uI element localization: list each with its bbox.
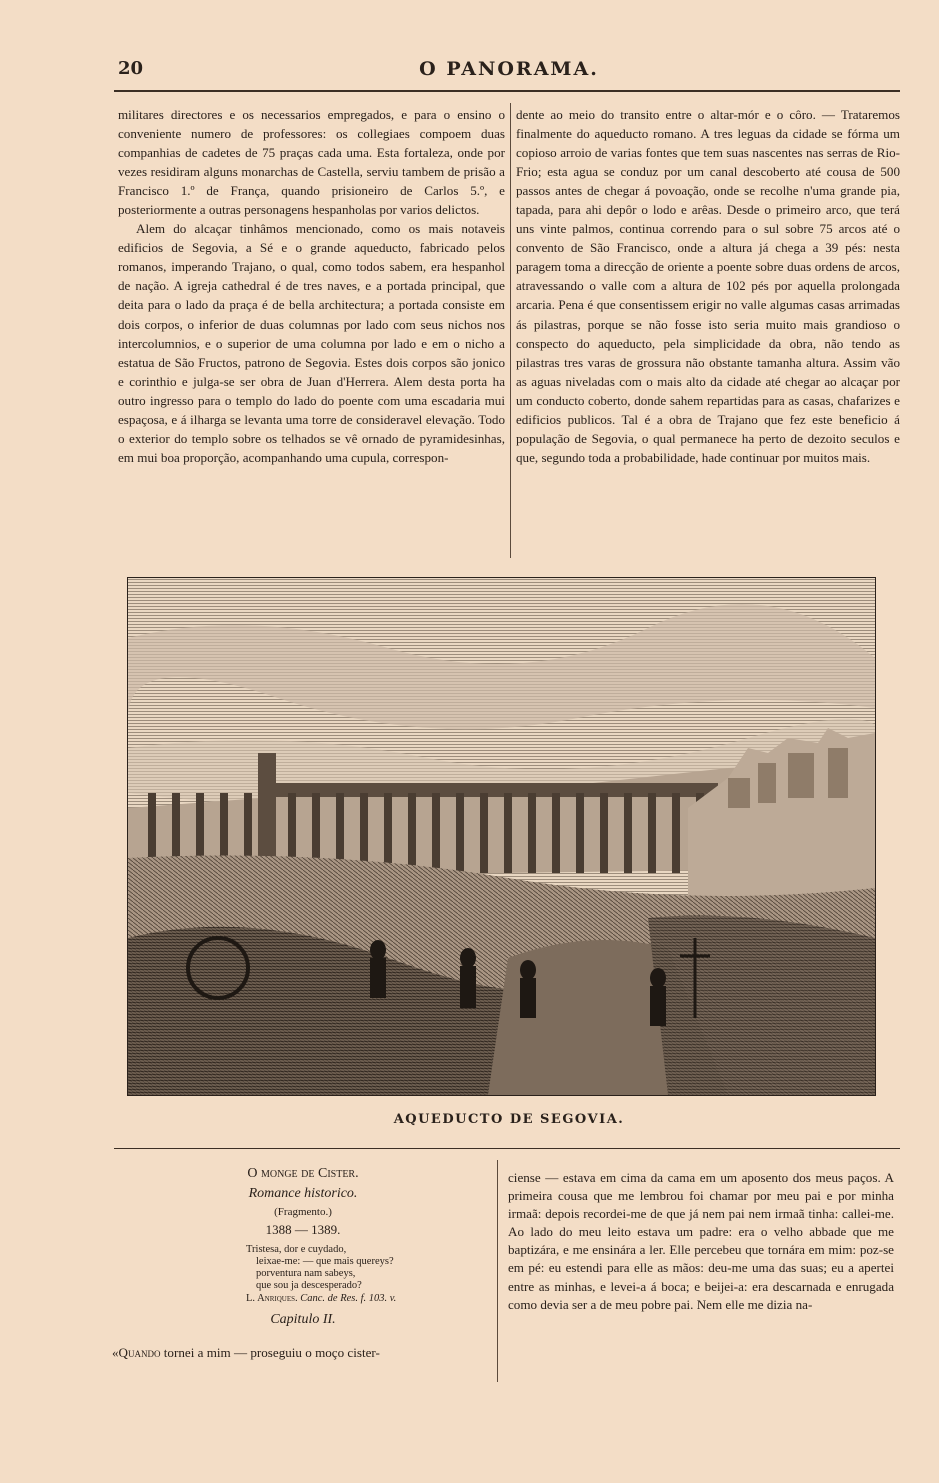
section-rule	[114, 1148, 900, 1149]
story-fragment-note: (Fragmento.)	[274, 1206, 332, 1218]
running-header	[118, 58, 900, 86]
first-line-text: tornei a mim — proseguiu o moço cister-	[160, 1345, 380, 1360]
header-rule	[114, 90, 900, 92]
article-column-left	[118, 105, 505, 467]
figure-caption: AQUEDUCTO DE SEGOVIA.	[393, 1112, 625, 1127]
chapter-heading: Capitulo II.	[270, 1312, 336, 1327]
publication-title: O PANORAMA.	[419, 58, 599, 80]
story-title: O monge de Cister.	[247, 1166, 359, 1181]
story-subtitle: Romance historico.	[248, 1186, 358, 1201]
story-first-line	[112, 1345, 492, 1361]
epigraph-line: que sou ja descesperado?	[256, 1280, 362, 1291]
open-quote: «	[112, 1345, 119, 1360]
aqueduct-engraving	[127, 577, 876, 1096]
epigraph-line: porventura nam sabeys,	[256, 1268, 356, 1279]
epigraph-author: L. Anriques.	[246, 1293, 298, 1304]
column-divider	[497, 1160, 498, 1382]
engraving-illustration	[128, 578, 875, 1095]
paragraph: ciense — estava em cima da cama em um aposento dos meus paços. A primeira cousa que me lembrou foi chamar por meu pai e por minha irmaã: depois recordei-me de que já nem pai nem irmaã tinha: callei-me. Ao lado do meu leito estava um padre: era o velho abbade que me baptizára, e me ensinára a ler. Elle percebeu que tornára em mim: poz-se em pé: eu estendi para elle as mãos: deu-me uma das suas; eu a apertei entre as minhas, e levei-a á boca; e beijei-a: era descarnada e enrugada como devia ser a de meu pobre pai. Nem elle me dizia na-	[508, 1170, 894, 1312]
article-column-right	[516, 105, 900, 467]
story-column-right	[508, 1169, 894, 1314]
drop-word: Quando	[118, 1345, 161, 1360]
epigraph	[246, 1244, 486, 1305]
paragraph: Alem do alcaçar tinhâmos mencionado, como os mais notaveis edificios de Segovia, a Sé e o grande aqueducto, fabricado pelos romanos, imperando Trajano, o qual, como todos sabem, era hespanhol de nação. A igreja cathedral é de tres naves, e a portada principal, que deita para o lado da praça é de bella architectura; a portada consiste em dois corpos, o inferior de duas columnas por lado com seus nichos nos intercolumnios, e o superior de uma columna por lado e em o nicho a estatua de São Fructos, patrono de Segovia. Estes dois corpos são jonico e corinthio e julga-se ser obra de Juan d'Herrera. Alem desta porta ha outro ingresso para o templo do lado do poente com uma escadaria mui espaçosa, e á ilharga se levanta uma torre de consideravel elevação. Todo o exterior do templo sobre os telhados se vê ornado de pyramidesinhas, em mui boa proporção, acompanhando uma cupula, correspon-	[118, 221, 505, 465]
epigraph-line: leixae-me: — que mais quereys?	[256, 1256, 394, 1267]
epigraph-source	[246, 1293, 486, 1305]
epigraph-line: Tristesa, dor e cuydado,	[246, 1244, 347, 1255]
paragraph: dente ao meio do transito entre o altar-mór e o côro. — Trataremos finalmente do aqueducto romano. A tres leguas da cidade se fórma um copioso arroio de varias fontes que tem suas nascentes nas serras de Rio-Frio; esta agua se conduz por um canal descoberto até cousa de 500 passos antes de chegar á povoação, onde se recolhe n'uma grande pia, tapada, para ahi depôr o lodo e arêas. Desde o primeiro arco, que terá uns vinte palmos, continua correndo para o sul sobre 75 arcos até o convento de São Francisco, onde a altura já chega a 39 pés: nesta paragem toma a direcção de oriente a poente sobre duas ordens de arcos, atravessando o valle com a altura de 102 pés por aquella prolongada arcaria. Pena é que consentissem erigir no valle algumas casas arrimadas ás pilastras, porque se não fosse isto seria muito mais grandioso o conspecto do aqueducto, pela simplicidade da obra, não tendo as pilastras tres varas de grossura não obstante tamanha altura. Assim vão as aguas niveladas com o mais alto da cidade até chegar ao alcaçar por um conducto coberto, donde sahem repartidas para as casas, chafarizes e edificios publicos. Tal é a obra de Trajano que fez este beneficio á população de Segovia, o qual permanece ha perto de dezoito seculos e que, segundo toda a probabilidade, hade continuar por muitos mais.	[516, 107, 900, 465]
column-divider	[510, 103, 511, 558]
page-number: 20	[118, 58, 144, 79]
paragraph: militares directores e os necessarios empregados, e para o ensino o conveniente numero de professores: os collegiaes compoem duas companhias de cadetes de 75 praças cada uma. Esta fortaleza, onde por vezes residiram alguns monarchas de Castella, serviu tambem de prisão a Francisco 1.º de França, quando prisioneiro de Carlos 5.º, e posteriormente a outras personagens hespanholas por varios delictos.	[118, 107, 505, 218]
story-dates: 1388 — 1389.	[265, 1222, 341, 1237]
epigraph-citation: Canc. de Res. f. 103. v.	[300, 1293, 397, 1304]
